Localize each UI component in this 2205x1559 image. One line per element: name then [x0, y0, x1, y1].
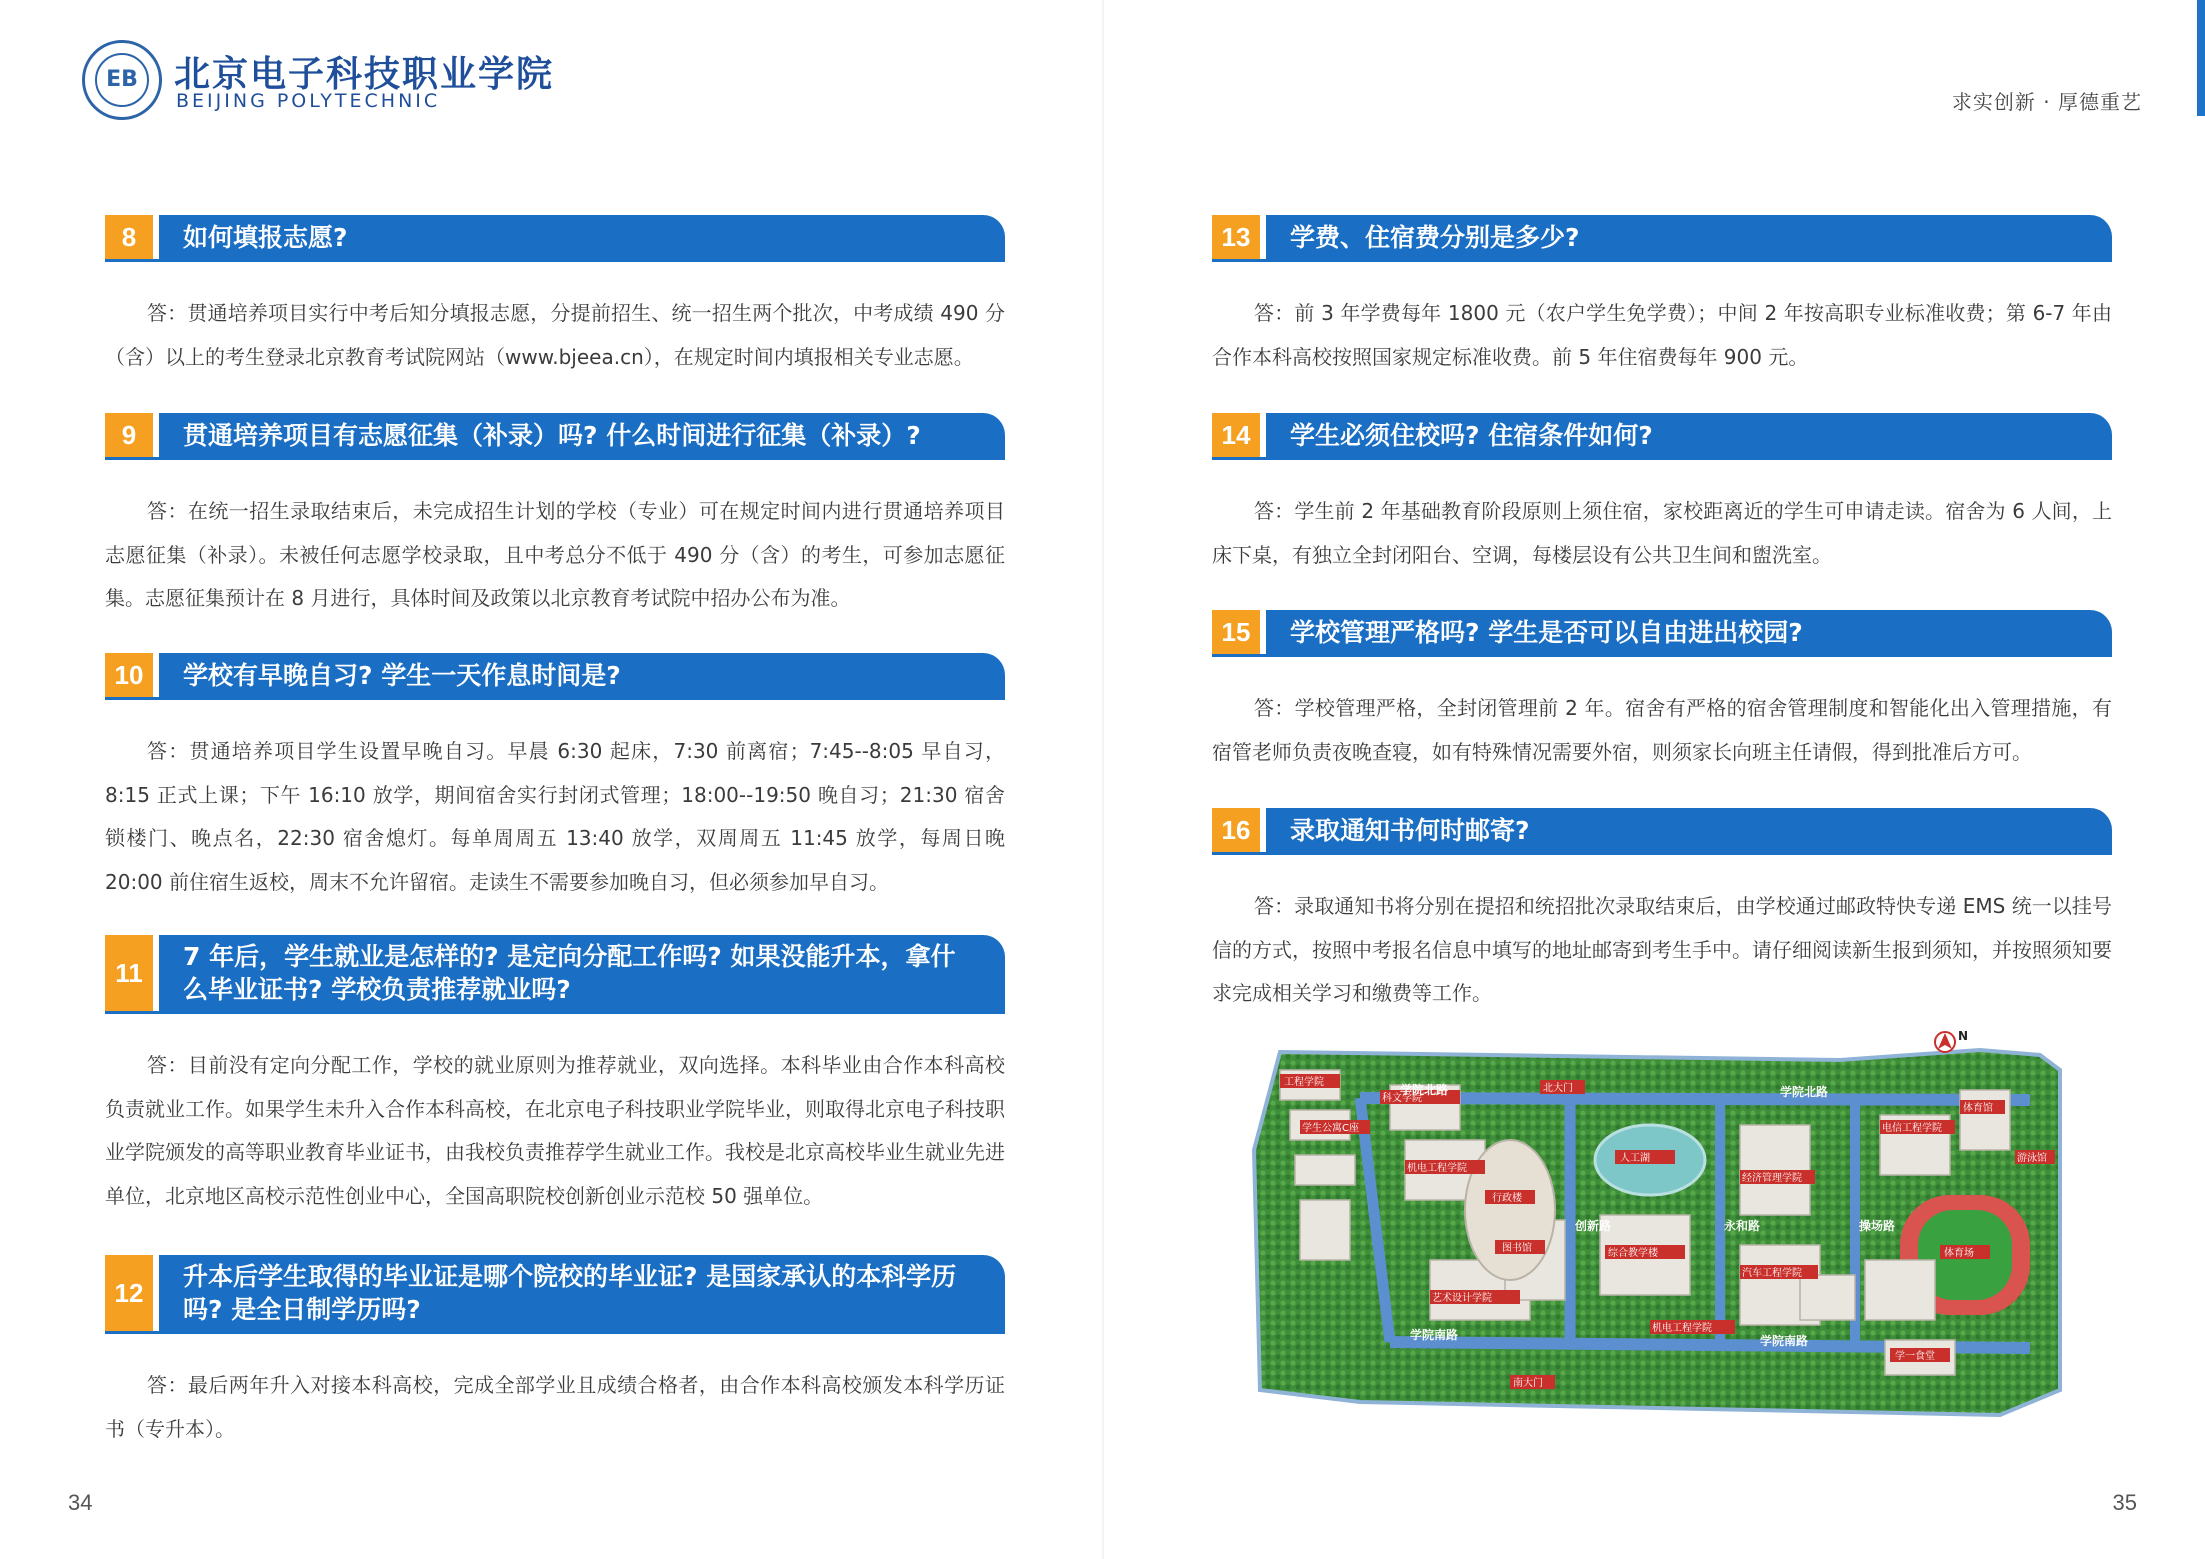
- question-header: [105, 215, 1005, 262]
- question-header: [1212, 215, 2112, 262]
- answer-text: 答：贯通培养项目学生设置早晚自习。早晨 6:30 起床，7:30 前离宿；7:45--8:05 早自习，8:15 正式上课；下午 16:10 放学，期间宿舍实行封闭式管理；18:00--19:50 晚自习；21:30 宿舍锁楼门、晚点名，22:30 宿舍熄灯。每单周周五 13:40 放学，双周周五 11:45 放学，每周日晚 20:00 前住宿生返校，周末不允许留宿。走读生不需要参加晚自习，但必须参加早自习。: [105, 739, 1005, 894]
- north-arrow-icon: [1935, 1030, 1968, 1052]
- map-road-label: 创新路: [1575, 1219, 1612, 1233]
- qa-section-11: [105, 935, 1005, 1218]
- qa-section-14: [1212, 413, 2112, 577]
- answer-text: 答：最后两年升入对接本科高校，完成全部学业且成绩合格者，由合作本科高校颁发本科学历证书（专升本）。: [105, 1373, 1005, 1441]
- question-title: 7 年后，学生就业是怎样的? 是定向分配工作吗? 如果没能升本，拿什么毕业证书? 学校负责推荐就业吗?: [159, 935, 1005, 1011]
- map-road-label: 永和路: [1724, 1219, 1761, 1233]
- qa-section-10: [105, 653, 1005, 904]
- question-title: 学生必须住校吗? 住宿条件如何?: [1266, 413, 2112, 457]
- question-number: 10: [105, 653, 153, 697]
- qa-section-9: [105, 413, 1005, 621]
- qa-section-15: [1212, 610, 2112, 774]
- answer-text: 答：录取通知书将分别在提招和统招批次录取结束后，由学校通过邮政特快专递 EMS 统一以挂号信的方式，按照中考报名信息中填写的地址邮寄到考生手中。请仔细阅读新生报到须知，并按照须知要求完成相关学习和缴费等工作。: [1212, 894, 2112, 1005]
- map-gate-label: 北大门: [1543, 1083, 1573, 1094]
- answer-text: 答：目前没有定向分配工作，学校的就业原则为推荐就业，双向选择。本科毕业由合作本科高校负责就业工作。如果学生未升入合作本科高校，在北京电子科技职业学院毕业，则取得北京电子科技职业学院颁发的高等职业教育毕业证书，由我校负责推荐学生就业工作。我校是北京高校毕业生就业先进单位，北京地区高校示范性创业中心，全国高职院校创新创业示范校 50 强单位。: [105, 1053, 1005, 1208]
- north-label: N: [1958, 1030, 1969, 1043]
- answer-text: 答：学校管理严格，全封闭管理前 2 年。宿舍有严格的宿舍管理制度和智能化出入管理措施，有宿管老师负责夜晚查寝，如有特殊情况需要外宿，则须家长向班主任请假，得到批准后方可。: [1212, 696, 2112, 764]
- answer-text: 答：学生前 2 年基础教育阶段原则上须住宿，家校距离近的学生可申请走读。宿舍为 6 人间，上床下桌，有独立全封闭阳台、空调，每楼层设有公共卫生间和盥洗室。: [1212, 499, 2112, 567]
- map-place-label: 经济管理学院: [1742, 1173, 1802, 1184]
- map-place-label: 体育场: [1944, 1248, 1974, 1259]
- qa-section-12: [105, 1255, 1005, 1451]
- question-title: 学校有早晚自习? 学生一天作息时间是?: [159, 653, 1005, 697]
- question-title: 升本后学生取得的毕业证是哪个院校的毕业证? 是国家承认的本科学历吗? 是全日制学历吗?: [159, 1255, 1005, 1331]
- question-header: [105, 653, 1005, 700]
- map-place-label: 工程学院: [1284, 1077, 1324, 1088]
- map-place-label: 机电工程学院: [1407, 1163, 1467, 1174]
- map-road-label: 操场路: [1859, 1219, 1896, 1233]
- question-number: 9: [105, 413, 153, 457]
- question-title: 学费、住宿费分别是多少?: [1266, 215, 2112, 259]
- school-emblem: [82, 40, 162, 120]
- map-place-label: 艺术设计学院: [1432, 1293, 1492, 1304]
- map-road-label: 学院南路: [1760, 1334, 1809, 1348]
- question-number: 13: [1212, 215, 1260, 259]
- edge-accent-bar: [2197, 0, 2205, 116]
- campus-map-drawing: [1240, 1030, 2080, 1430]
- qa-section-13: [1212, 215, 2112, 379]
- question-header: [1212, 610, 2112, 657]
- question-header: [105, 413, 1005, 460]
- map-place-label: 学一食堂: [1895, 1351, 1935, 1362]
- question-header: [1212, 808, 2112, 855]
- map-place-label: 综合教学楼: [1608, 1248, 1658, 1259]
- map-place-label: 行政楼: [1492, 1193, 1522, 1204]
- map-place-label: 图书馆: [1502, 1243, 1532, 1254]
- qa-section-8: [105, 215, 1005, 379]
- school-logo: [82, 40, 682, 130]
- map-place-label: 机电工程学院: [1652, 1323, 1712, 1334]
- question-title: 如何填报志愿?: [159, 215, 1005, 259]
- question-number: 11: [105, 935, 153, 1011]
- school-name-en: BEIJING POLYTECHNIC: [176, 90, 441, 112]
- question-title: 录取通知书何时邮寄?: [1266, 808, 2112, 852]
- school-motto: 求实创新 · 厚德重艺: [1951, 90, 2142, 114]
- answer-text: 答：在统一招生录取结束后，未完成招生计划的学校（专业）可在规定时间内进行贯通培养项目志愿征集（补录）。未被任何志愿学校录取，且中考总分不低于 490 分（含）的考生，可参加志愿征集。志愿征集预计在 8 月进行，具体时间及政策以北京教育考试院中招办公布为准。: [105, 499, 1005, 610]
- emblem-mark: EB: [106, 67, 138, 92]
- map-place-label: 人工湖: [1620, 1153, 1650, 1164]
- map-gate-label: 南大门: [1513, 1378, 1543, 1389]
- question-title: 贯通培养项目有志愿征集（补录）吗? 什么时间进行征集（补录）?: [159, 413, 1005, 457]
- map-place-label: 体育馆: [1963, 1103, 1993, 1114]
- answer-text: 答：贯通培养项目实行中考后知分填报志愿，分提前招生、统一招生两个批次，中考成绩 490 分（含）以上的考生登录北京教育考试院网站（www.bjeea.cn），在规定时间内填报相关专业志愿。: [105, 301, 1005, 369]
- question-number: 14: [1212, 413, 1260, 457]
- map-place-label: 电信工程学院: [1882, 1123, 1942, 1134]
- answer-text: 答：前 3 年学费每年 1800 元（农户学生免学费）；中间 2 年按高职专业标准收费；第 6-7 年由合作本科高校按照国家规定标准收费。前 5 年住宿费每年 900 元。: [1212, 301, 2112, 369]
- campus-map: [1240, 1030, 2080, 1430]
- map-place-label: 游泳馆: [2017, 1153, 2047, 1164]
- page-fold: [1102, 0, 1104, 1559]
- question-number: 8: [105, 215, 153, 259]
- question-number: 15: [1212, 610, 1260, 654]
- page-number-left: 34: [68, 1490, 93, 1515]
- school-name-cn: 北京电子科技职业学院: [174, 53, 555, 95]
- map-place-label: 科文学院: [1382, 1093, 1422, 1104]
- question-header: [1212, 413, 2112, 460]
- map-place-label: 汽车工程学院: [1742, 1268, 1802, 1279]
- page-number-right: 35: [2112, 1490, 2137, 1515]
- question-title: 学校管理严格吗? 学生是否可以自由进出校园?: [1266, 610, 2112, 654]
- question-header: [105, 935, 1005, 1014]
- question-number: 16: [1212, 808, 1260, 852]
- map-road-label: 学院南路: [1410, 1328, 1459, 1342]
- map-road-label: 学院北路: [1780, 1085, 1829, 1099]
- question-number: 12: [105, 1255, 153, 1331]
- map-place-label: 学生公寓C座: [1302, 1123, 1359, 1134]
- map-road-label: 学院北路: [1400, 1083, 1449, 1097]
- qa-section-16: [1212, 808, 2112, 1016]
- question-header: [105, 1255, 1005, 1334]
